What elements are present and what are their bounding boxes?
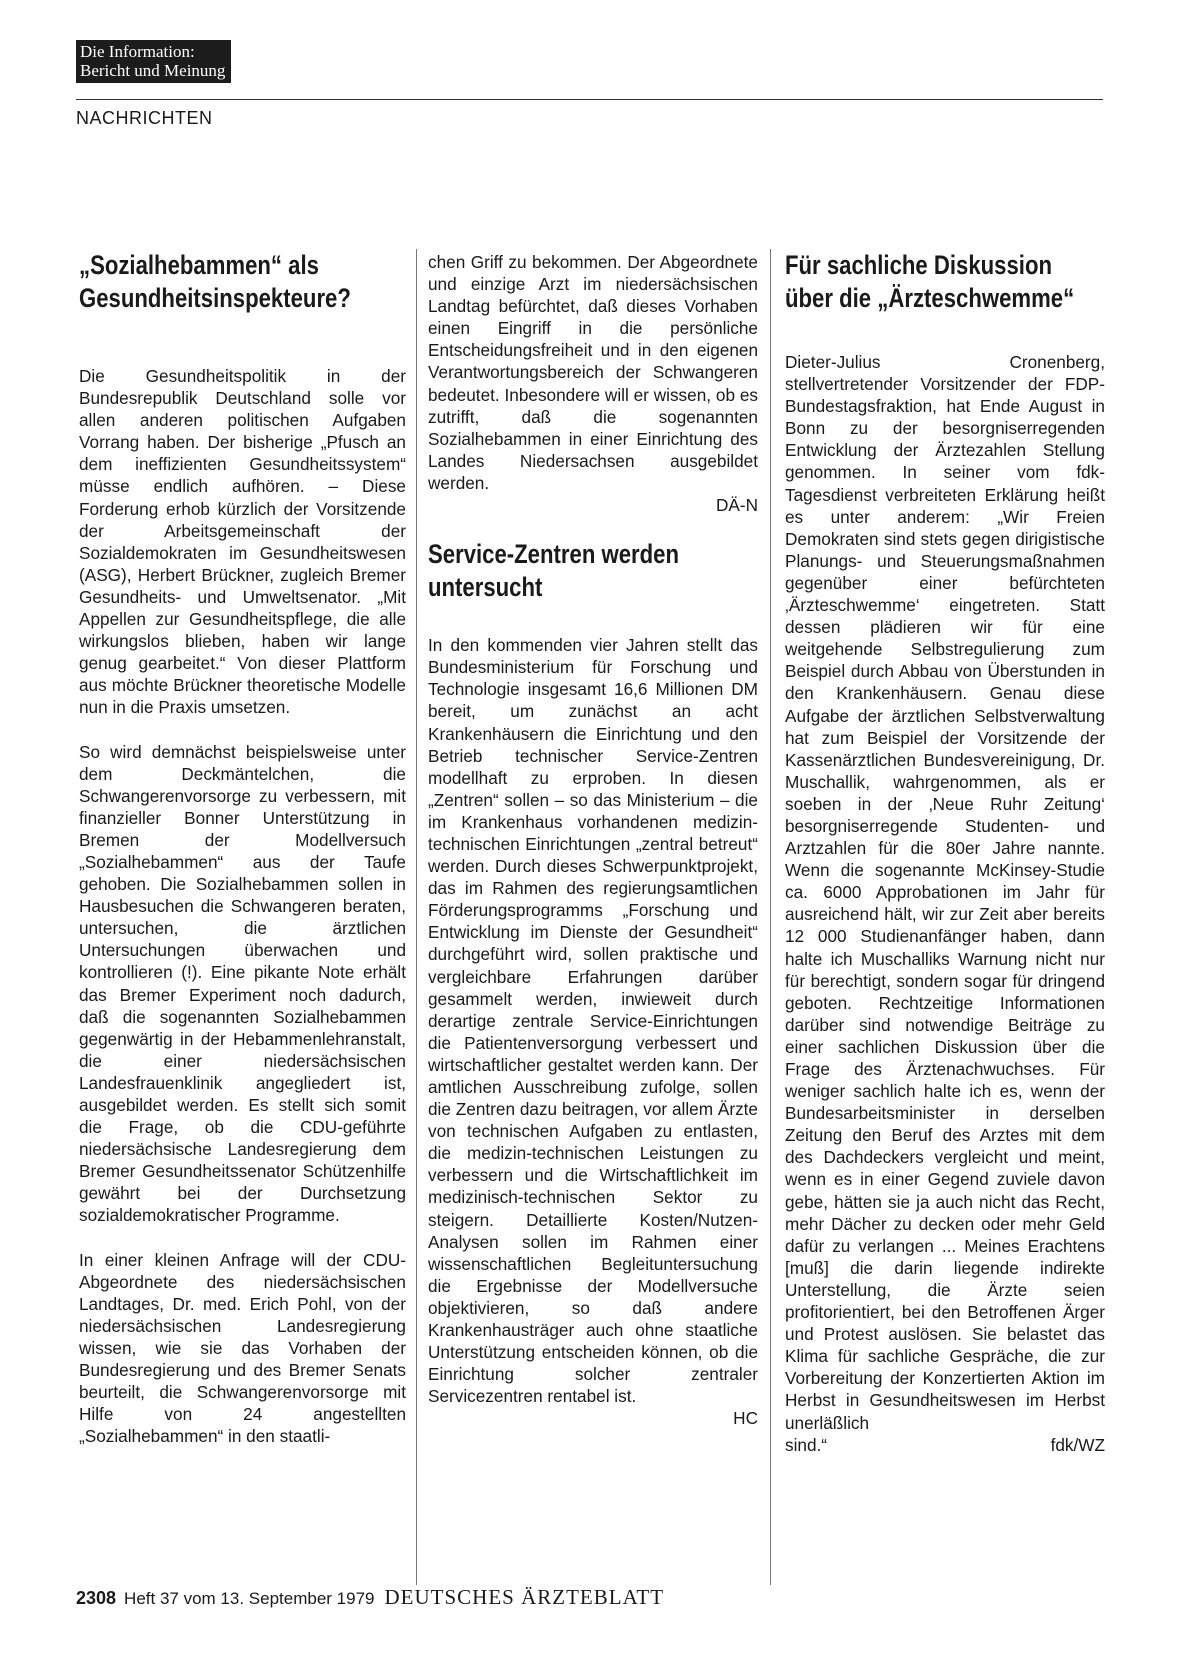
article-headline: „Sozialhebammen“ als Gesundheitsinspekteure? xyxy=(79,250,351,313)
signature-line xyxy=(785,1434,1105,1456)
publication-name: DEUTSCHES ÄRZTEBLATT xyxy=(384,1585,665,1609)
article-headline: Service-Zentren werden untersucht xyxy=(428,539,680,603)
page-number: 2308 xyxy=(76,1588,117,1608)
article-paragraph: In den kommenden vier Jahren stellt das Bundesministerium für Forschung und Technologie insgesamt 16,6 Millionen DM bereit, um zunächst an acht Krankenhäusern die Einrichtung und den Betrieb technischer Service-Zentren modellhaft zu erproben. In diesen „Zentren“ sollen – so das Ministerium – die im Krankenhaus vorhandenen medizin-technischen Einrichtungen „zentral betreut“ werden. Durch dieses Schwerpunktprojekt, das im Rahmen des regierungsamtlichen Förderungsprogramms „Forschung und Entwicklung im Dienste der Gesundheit“ durchgeführt wird, sollen praktische und vergleichbare Erfahrungen darüber gesammelt werden, inwieweit durch derartige zentrale Service-Einrichtungen die Patientenversorgung verbessert und wirtschaftlicher gestaltet werden kann. Der amtlichen Ausschreibung zufolge, sollen die Zentren dazu beitragen, vor allem Ärzte von technischen Aufgaben zu entlasten, die medizin-technischen Leistungen zu verbessern und die Wirtschaftlichkeit im medizinisch-technischen Sektor zu steigern. Detaillierte Kosten/Nutzen-Analysen sollen im Rahmen einer wissenschaftlichen Begleituntersuchung die Ergebnisse der Modellversuche objektivieren, so daß andere Krankenhausträger auch ohne staatliche Unterstützung entscheiden können, ob die Einrichtung solcher zentraler Servicezentren rentabel ist. xyxy=(428,635,758,1407)
department-label-line2: Bericht und Meinung xyxy=(80,61,226,80)
article-end-text: sind.“ xyxy=(785,1434,828,1455)
signature-line xyxy=(428,494,758,516)
article-headline: Für sachliche Diskussion über die „Ärzteschwemme“ xyxy=(785,250,1075,313)
section-title: NACHRICHTEN xyxy=(76,108,213,128)
page-footer xyxy=(76,1585,664,1610)
department-label-line1: Die Information: xyxy=(80,42,195,61)
article-paragraph: So wird demnächst beispielsweise unter dem Deckmäntelchen, die Schwangerenvorsorge zu verbessern, mit finanzieller Bonner Unterstützung in Bremen der Modellversuch „Sozialhebammen“ aus der Taufe gehoben. Die Sozialhebammen sollen in Hausbesuchen die Schwangeren beraten, untersuchen, die ärztlichen Untersuchungen überwachen und kontrollieren (!). Eine pikante Note erhält das Bremer Experiment noch dadurch, daß die sogenannten Sozialhebammen gegenwärtig in der Hebammenlehranstalt, die einer niedersächsischen Landesfrauenklinik angegliedert ist, ausgebildet werden. Es stellt sich somit die Frage, ob die CDU-geführte niedersächsische Landesregierung dem Bremer Gesundheitssenator Schützenhilfe gewährt bei der Durchsetzung sozialdemokratischer Programme. xyxy=(79,741,406,1226)
header-rule xyxy=(76,99,1103,100)
article-paragraph: Die Gesundheitspolitik in der Bundesrepublik Deutschland solle vor allen anderen politischen Aufgaben Vorrang haben. Der bisherige „Pfusch an dem ineffizienten Gesundheitssystem“ müsse endlich aufhören. – Diese Forderung erhob kürzlich der Vorsitzende der Arbeitsgemeinschaft der Sozialdemokraten im Gesundheitswesen (ASG), Herbert Brückner, zugleich Bremer Gesundheits- und Umweltsenator. „Mit Appellen zur Gesundheitspflege, die alle wirkungslos blieben, haben wir lange genug gearbeitet.“ Von dieser Plattform aus möchte Brückner theoretische Modelle nun in die Praxis umsetzen. xyxy=(79,366,406,718)
signature-line xyxy=(428,1407,758,1429)
column-divider xyxy=(416,249,417,1585)
department-label xyxy=(76,40,231,83)
article-continuation: chen Griff zu bekommen. Der Abgeordnete und einzige Arzt im niedersächsischen Landtag befürchtet, daß dieses Vorhaben einen Eingriff in die persönliche Entscheidungsfreiheit und in den eigenen Verantwortungsbereich der Schwangeren bedeutet. Inbesondere will er wissen, ob es zutrifft, daß die sogenannten Sozialhebammen in einer Einrichtung des Landes Niedersachsen ausgebildet werden. xyxy=(428,252,758,493)
article-aerzteschwemme xyxy=(785,249,1105,1456)
issue-info: Heft 37 vom 13. September 1979 xyxy=(124,1589,375,1608)
column-two xyxy=(428,251,758,1430)
author-signature: fdk/WZ xyxy=(1050,1434,1105,1455)
author-signature: DÄ-N xyxy=(715,495,758,516)
article-paragraph: Dieter-Julius Cronenberg, stellvertretender Vorsitzender der FDP-Bundestagsfraktion, hat Ende August in Bonn zu der besorgniserregenden Entwicklung der Ärztezahlen Stellung genommen. In seiner vom fdk-Tagesdienst verbreiteten Erklärung heißt es unter anderem: „Wir Freien Demokraten sind stets gegen dirigistische Planungs- und Steuerungsmaßnahmen gegenüber einer befürchteten ‚Ärzteschwemme‘ eingetreten. Statt dessen plädieren wir für eine weitgehende Selbstregulierung zum Beispiel durch Abbau von Überstunden in den Krankenhäusern. Genau diese Aufgabe der ärztlichen Selbstverwaltung hat zum Beispiel der Vorsitzende der Kassenärztlichen Bundesvereinigung, Dr. Muschallik, wahrgenommen, als er soeben in der ‚Neue Ruhr Zeitung‘ besorgniserregende Studenten- und Arztzahlen für die 80er Jahre nannte. Wenn die sogenannte McKinsey-Studie ca. 6000 Approbationen im Jahr für ausreichend hält, wir zur Zeit aber bereits 12 000 Studienanfänger haben, dann halte ich Muschalliks Warnung nicht nur für berechtigt, sondern sogar für dringend geboten. Rechtzeitige Informationen darüber sind notwendige Beiträge zu einer sachlichen Diskussion über die Frage des Ärztenachwuchses. Für weniger sachlich halte ich es, wenn der Bundesarbeitsminister in derselben Zeitung den Beruf des Arztes mit dem des Dachdeckers vergleicht und meint, wenn es in einer Gegend zuviele davon gebe, hätten sie ja auch nicht das Recht, mehr Dächer zu decken oder mehr Geld dafür zu verlangen ... Meines Erachtens [muß] die darin liegende indirekte Unterstellung, die Ärzte seien profitorientiert, bei den Betroffenen Ärger und Protest auslösen. Sie belastet das Klima für sachliche Gespräche, die zur Vorbereitung der Konzertierten Aktion im Herbst in Gesundheitswesen im Herbst unerläßlich xyxy=(785,352,1105,1433)
article-paragraph: In einer kleinen Anfrage will der CDU-Abgeordnete des niedersächsischen Landtages, Dr. med. Erich Pohl, von der niedersächsischen Landesregierung wissen, wie sie das Vorhaben der Bundesregierung und des Bremer Senats beurteilt, die Schwangerenvorsorge mit Hilfe von 24 angestellten „Sozialhebammen“ in den staatli- xyxy=(79,1249,406,1447)
author-signature: HC xyxy=(733,1408,758,1429)
column-divider xyxy=(770,249,771,1585)
article-sozialhebammen xyxy=(79,249,406,1447)
